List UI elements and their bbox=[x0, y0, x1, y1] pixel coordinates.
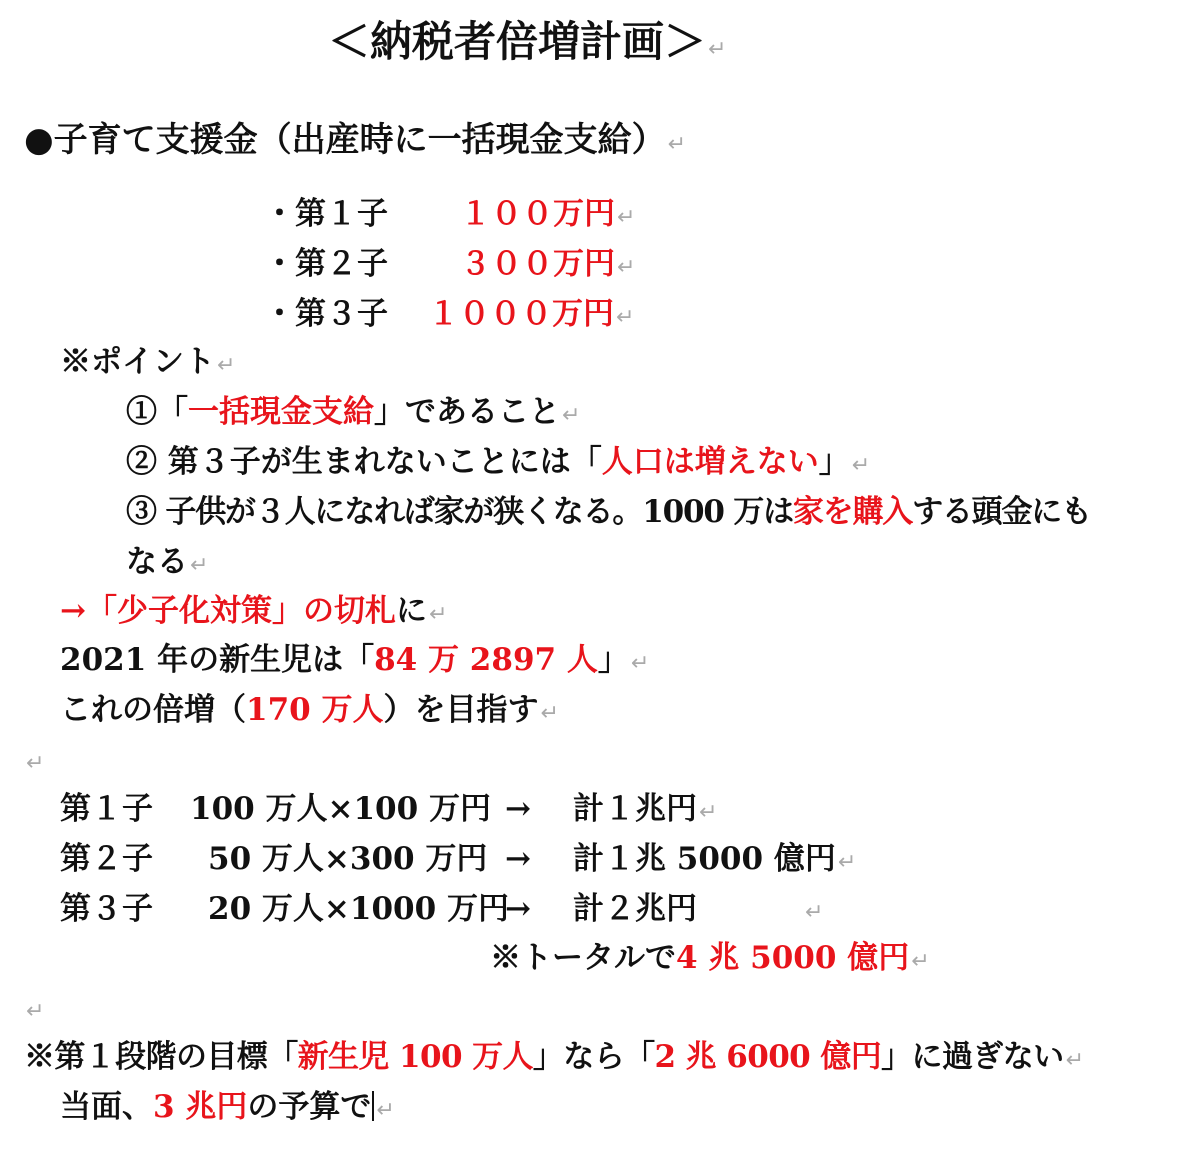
calc-label: 第２子 bbox=[60, 841, 153, 877]
point-text: なる bbox=[126, 544, 188, 580]
calc-total: 計１兆 5000 億円 bbox=[573, 841, 836, 877]
total-text: ※トータルで bbox=[490, 940, 676, 976]
paragraph-mark-icon: ↵ bbox=[851, 453, 871, 478]
paragraph-mark-icon: ↵ bbox=[190, 553, 209, 578]
doubling-text: ）を目指す bbox=[383, 692, 539, 728]
paragraph-mark-icon: ↵ bbox=[708, 37, 727, 62]
stage-highlight-cost: 2 兆 6000 億円 bbox=[654, 1039, 882, 1075]
point-item bbox=[126, 442, 870, 486]
paragraph-mark-icon: ↵ bbox=[616, 305, 635, 330]
point-number: ③ bbox=[126, 494, 156, 530]
paragraph-mark-icon: ↵ bbox=[805, 900, 824, 925]
point-text: 子供が３人になれば家が狭くなる。1000 万は bbox=[155, 494, 793, 530]
stage-text: 」に過ぎない bbox=[881, 1039, 1064, 1075]
title-text: ＜納税者倍増計画＞ bbox=[328, 17, 707, 66]
budget-highlight: 3 兆円 bbox=[153, 1089, 248, 1125]
paragraph-mark-icon: ↵ bbox=[630, 651, 650, 676]
point-text: 「 bbox=[157, 394, 188, 430]
text-cursor bbox=[372, 1091, 374, 1121]
stage-text: 」なら「 bbox=[532, 1039, 655, 1075]
births-highlight: 84 万 2897 人 bbox=[374, 642, 598, 678]
point-text: 第３子が生まれないことには「 bbox=[157, 444, 602, 480]
list-item bbox=[264, 294, 634, 338]
calc-label: 第３子 bbox=[60, 891, 153, 927]
document-title bbox=[328, 14, 726, 78]
budget-text: 当面、 bbox=[60, 1089, 153, 1125]
paragraph-mark-icon: ↵ bbox=[376, 1098, 395, 1123]
paragraph-mark-icon: ↵ bbox=[26, 999, 45, 1024]
paragraph-mark-icon: ↵ bbox=[911, 949, 930, 974]
calc-formula: 20 万人×1000 万円 bbox=[208, 891, 509, 927]
calc-formula: 100 万人×100 万円 bbox=[190, 791, 491, 827]
births-text: 2021 年の新生児は「 bbox=[60, 642, 375, 678]
calc-arrow: → bbox=[505, 791, 531, 827]
calc-total: 計１兆円 bbox=[573, 791, 697, 827]
births-line bbox=[60, 640, 649, 684]
child-amount: ３００万円 bbox=[460, 246, 615, 282]
empty-paragraph bbox=[24, 988, 44, 1032]
child-label: ・第２子 bbox=[264, 246, 388, 282]
heading-text: ●子育て支援金（出産時に一括現金支給） bbox=[24, 120, 666, 160]
paragraph-mark-icon: ↵ bbox=[667, 132, 687, 157]
point-highlight: 人口は増えない bbox=[601, 444, 819, 480]
paragraph-mark-icon: ↵ bbox=[617, 255, 636, 280]
paragraph-mark-icon: ↵ bbox=[540, 701, 559, 726]
list-item bbox=[264, 244, 635, 288]
total-highlight: 4 兆 5000 億円 bbox=[676, 940, 910, 976]
point-highlight: 家を購入 bbox=[792, 494, 913, 530]
paragraph-mark-icon: ↵ bbox=[1065, 1048, 1084, 1073]
paragraph-mark-icon: ↵ bbox=[837, 850, 857, 875]
calc-label: 第１子 bbox=[60, 791, 153, 827]
child-amount: １０００万円 bbox=[428, 296, 614, 332]
points-header bbox=[60, 342, 235, 386]
point-text: 」 bbox=[818, 444, 850, 480]
countermeasure-text: に bbox=[395, 593, 427, 629]
paragraph-mark-icon: ↵ bbox=[699, 800, 718, 825]
point-item bbox=[126, 392, 580, 436]
point-text: 」であること bbox=[374, 394, 560, 430]
point-item-continuation bbox=[126, 542, 208, 586]
total-line bbox=[490, 938, 930, 982]
calc-formula: 50 万人×300 万円 bbox=[208, 841, 488, 877]
countermeasure-highlight: 「少子化対策」の切札 bbox=[85, 593, 396, 629]
stage-text: ※第１段階の目標「 bbox=[24, 1039, 298, 1075]
births-text: 」 bbox=[597, 642, 629, 678]
empty-paragraph bbox=[24, 740, 44, 784]
section-heading bbox=[24, 118, 686, 167]
countermeasure-line bbox=[60, 591, 447, 635]
child-amount: １００万円 bbox=[460, 196, 615, 232]
calc-row bbox=[60, 789, 717, 833]
list-item bbox=[264, 194, 635, 238]
stage-highlight-births: 新生児 100 万人 bbox=[297, 1039, 533, 1075]
doubling-highlight: 170 万人 bbox=[246, 692, 384, 728]
point-number: ② bbox=[126, 444, 157, 480]
point-text: する頭金にも bbox=[912, 494, 1091, 530]
doubling-line bbox=[60, 690, 559, 734]
paragraph-mark-icon: ↵ bbox=[562, 403, 581, 428]
point-number: ① bbox=[126, 394, 157, 430]
calc-arrow: → bbox=[505, 841, 531, 877]
calc-total: 計２兆円 bbox=[573, 891, 697, 927]
child-label: ・第３子 bbox=[264, 296, 388, 332]
points-header-text: ※ポイント bbox=[60, 344, 215, 380]
doubling-text: これの倍増（ bbox=[60, 692, 246, 728]
budget-text: の予算で bbox=[247, 1089, 372, 1125]
child-label: ・第１子 bbox=[264, 196, 388, 232]
stage-line bbox=[24, 1037, 1083, 1081]
calc-row bbox=[60, 839, 856, 883]
calc-arrow: → bbox=[505, 891, 531, 927]
arrow-glyph: → bbox=[60, 593, 86, 629]
point-item bbox=[126, 492, 1091, 532]
budget-line[interactable] bbox=[60, 1087, 395, 1131]
paragraph-mark-icon: ↵ bbox=[428, 602, 448, 627]
calc-row bbox=[60, 889, 823, 933]
paragraph-mark-icon: ↵ bbox=[26, 751, 45, 776]
paragraph-mark-icon: ↵ bbox=[217, 353, 236, 378]
point-highlight: 一括現金支給 bbox=[188, 394, 374, 430]
paragraph-mark-icon: ↵ bbox=[617, 205, 636, 230]
